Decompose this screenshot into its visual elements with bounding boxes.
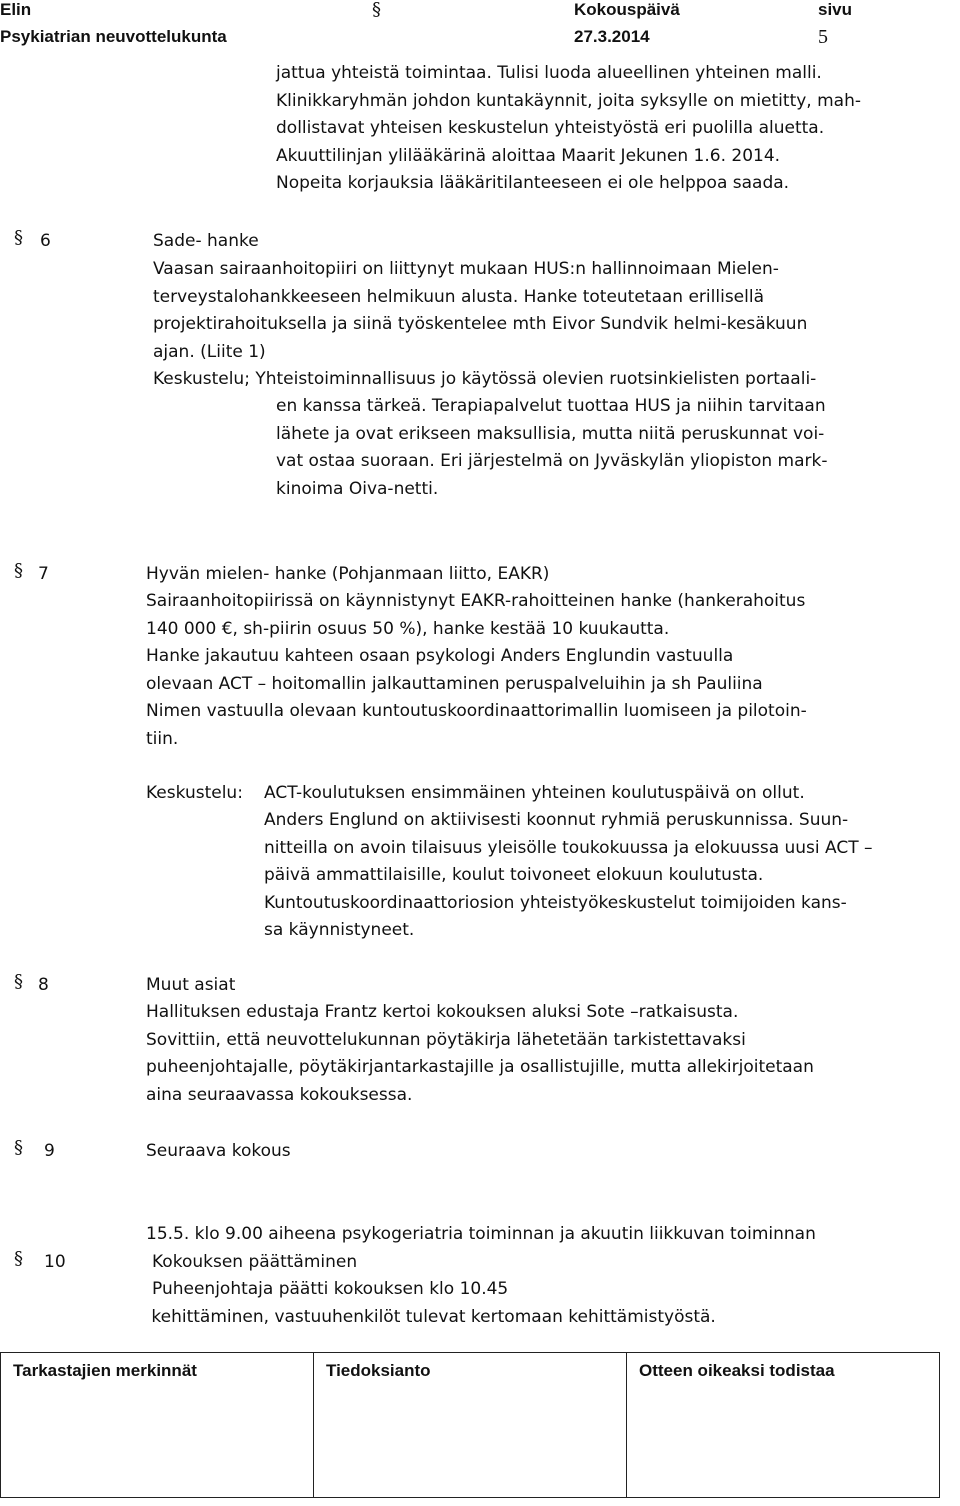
section-8-symbol: § xyxy=(14,971,23,992)
footer-notice-cell: Tiedoksianto xyxy=(314,1353,627,1498)
header-org-name: Psykiatrian neuvottelukunta xyxy=(0,27,227,46)
section-7-discussion-first: ACT-koulutuksen ensimmäinen yhteinen koulutuspäivä on ollut. xyxy=(264,783,805,803)
body-line: olevaan ACT – hoitomallin jalkauttaminen peruspalveluihin ja sh Pauliina xyxy=(146,673,763,694)
body-line: aina seuraavassa kokouksessa. xyxy=(146,1084,413,1105)
body-line: projektirahoituksella ja siinä työskentelee mth Eivor Sundvik helmi-kesäkuun xyxy=(153,314,808,334)
section-7-number: 7 xyxy=(38,564,49,584)
intro-line: jattua yhteistä toimintaa. Tulisi luoda alueellinen yhteinen malli. xyxy=(276,63,822,83)
section-7-discussion-label: Keskustelu: xyxy=(146,783,243,803)
intro-line: Nopeita korjauksia lääkäritilanteeseen ei ole helppoa saada. xyxy=(276,173,790,193)
header-org-label: Elin xyxy=(0,0,32,19)
section-7-discussion-body xyxy=(264,807,873,945)
body-line: en kanssa tärkeä. Terapiapalvelut tuottaa HUS ja niihin tarvitaan xyxy=(276,396,826,416)
body-line: tiin. xyxy=(146,728,179,749)
body-line: sa käynnistyneet. xyxy=(264,920,415,940)
section-8-body xyxy=(146,999,814,1109)
intro-line: Akuuttilinjan ylilääkärinä aloittaa Maarit Jekunen 1.6. 2014. xyxy=(276,145,781,166)
section-9-symbol: § xyxy=(14,1137,23,1158)
body-line: vat ostaa suoraan. Eri järjestelmä on Jyväskylän yliopiston mark- xyxy=(276,451,828,471)
body-line: nitteilla on avoin tilaisuus yleisölle toukokuussa ja elokuussa uusi ACT – xyxy=(264,837,873,858)
section-6-number: 6 xyxy=(40,231,51,251)
body-line: kinoima Oiva-netti. xyxy=(276,478,439,499)
section-10-symbol: § xyxy=(14,1248,23,1269)
section-9-title: Seuraava kokous xyxy=(146,1141,291,1161)
header-page-number: 5 xyxy=(818,26,828,48)
section-10-body xyxy=(152,1276,508,1304)
body-line: 15.5. klo 9.00 aiheena psykogeriatria toiminnan ja akuutin liikkuvan toiminnan xyxy=(146,1224,816,1244)
body-line: Anders Englund on aktiivisesti koonnut ryhmiä peruskunnissa. Suun- xyxy=(264,810,849,830)
body-line: Kuntoutuskoordinaattoriosion yhteistyökeskustelut toimijoiden kans- xyxy=(264,892,847,913)
body-line: kehittäminen, vastuuhenkilöt tulevat kertomaan kehittämistyöstä. xyxy=(146,1306,716,1327)
section-7-title: Hyvän mielen- hanke (Pohjanmaan liitto, EAKR) xyxy=(146,564,550,584)
body-line: Puheenjohtaja päätti kokouksen klo 10.45 xyxy=(152,1279,509,1299)
footer-certify-cell: Otteen oikeaksi todistaa xyxy=(627,1353,940,1498)
body-line: terveystalohankkeeseen helmikuun alusta. Hanke toteutetaan erillisellä xyxy=(153,286,764,307)
footer-table xyxy=(0,1352,940,1498)
section-7-symbol: § xyxy=(14,560,23,581)
body-line: 140 000 €, sh-piirin osuus 50 %), hanke kestää 10 kuukautta. xyxy=(146,618,670,639)
intro-line: dollistavat yhteisen keskustelun yhteistyöstä eri puolilla aluetta. xyxy=(276,118,825,138)
section-7-body xyxy=(146,588,807,753)
section-9-number: 9 xyxy=(44,1141,55,1161)
section-10-title: Kokouksen päättäminen xyxy=(152,1252,358,1272)
intro-line: Klinikkaryhmän johdon kuntakäynnit, joita syksylle on mietitty, mah- xyxy=(276,90,861,111)
body-line: Hallituksen edustaja Frantz kertoi kokouksen aluksi Sote –ratkaisusta. xyxy=(146,1002,739,1022)
body-line: Sairaanhoitopiirissä on käynnistynyt EAKR-rahoitteinen hanke (hankerahoitus xyxy=(146,591,806,611)
section-6-body xyxy=(153,256,816,394)
body-line: Sovittiin, että neuvottelukunnan pöytäkirja lähetetään tarkistettavaksi xyxy=(146,1029,746,1050)
section-8-title: Muut asiat xyxy=(146,975,236,995)
footer-reviewers-cell: Tarkastajien merkinnät xyxy=(1,1353,314,1498)
body-line: puheenjohtajalle, pöytäkirjantarkastajille ja osallistujille, mutta allekirjoitetaan xyxy=(146,1057,814,1077)
body-line: lähete ja ovat erikseen maksullisia, mutta niitä peruskunnat voi- xyxy=(276,423,825,444)
section-6-discussion xyxy=(276,393,827,503)
section-10-number: 10 xyxy=(44,1252,66,1272)
body-line: ajan. (Liite 1) xyxy=(153,341,266,362)
header-date-label: Kokouspäivä xyxy=(574,0,680,19)
body-line: Hanke jakautuu kahteen osaan psykologi Anders Englundin vastuulla xyxy=(146,646,734,666)
section-8-number: 8 xyxy=(38,975,49,995)
body-line: päivä ammattilaisille, koulut toivoneet elokuun koulutusta. xyxy=(264,865,764,885)
body-line: Vaasan sairaanhoitopiiri on liittynyt mukaan HUS:n hallinnoimaan Mielen- xyxy=(153,259,779,279)
body-line: Nimen vastuulla olevaan kuntoutuskoordinaattorimallin luomiseen ja pilotoin- xyxy=(146,701,807,721)
body-line: Keskustelu; Yhteistoiminnallisuus jo käytössä olevien ruotsinkielisten portaali- xyxy=(153,369,817,389)
header-page-label: sivu xyxy=(818,0,853,19)
header-section-symbol: § xyxy=(372,0,381,20)
section-6-title: Sade- hanke xyxy=(153,231,259,251)
section-6-symbol: § xyxy=(14,227,23,248)
header-date-value: 27.3.2014 xyxy=(574,27,650,46)
intro-text xyxy=(276,60,861,198)
